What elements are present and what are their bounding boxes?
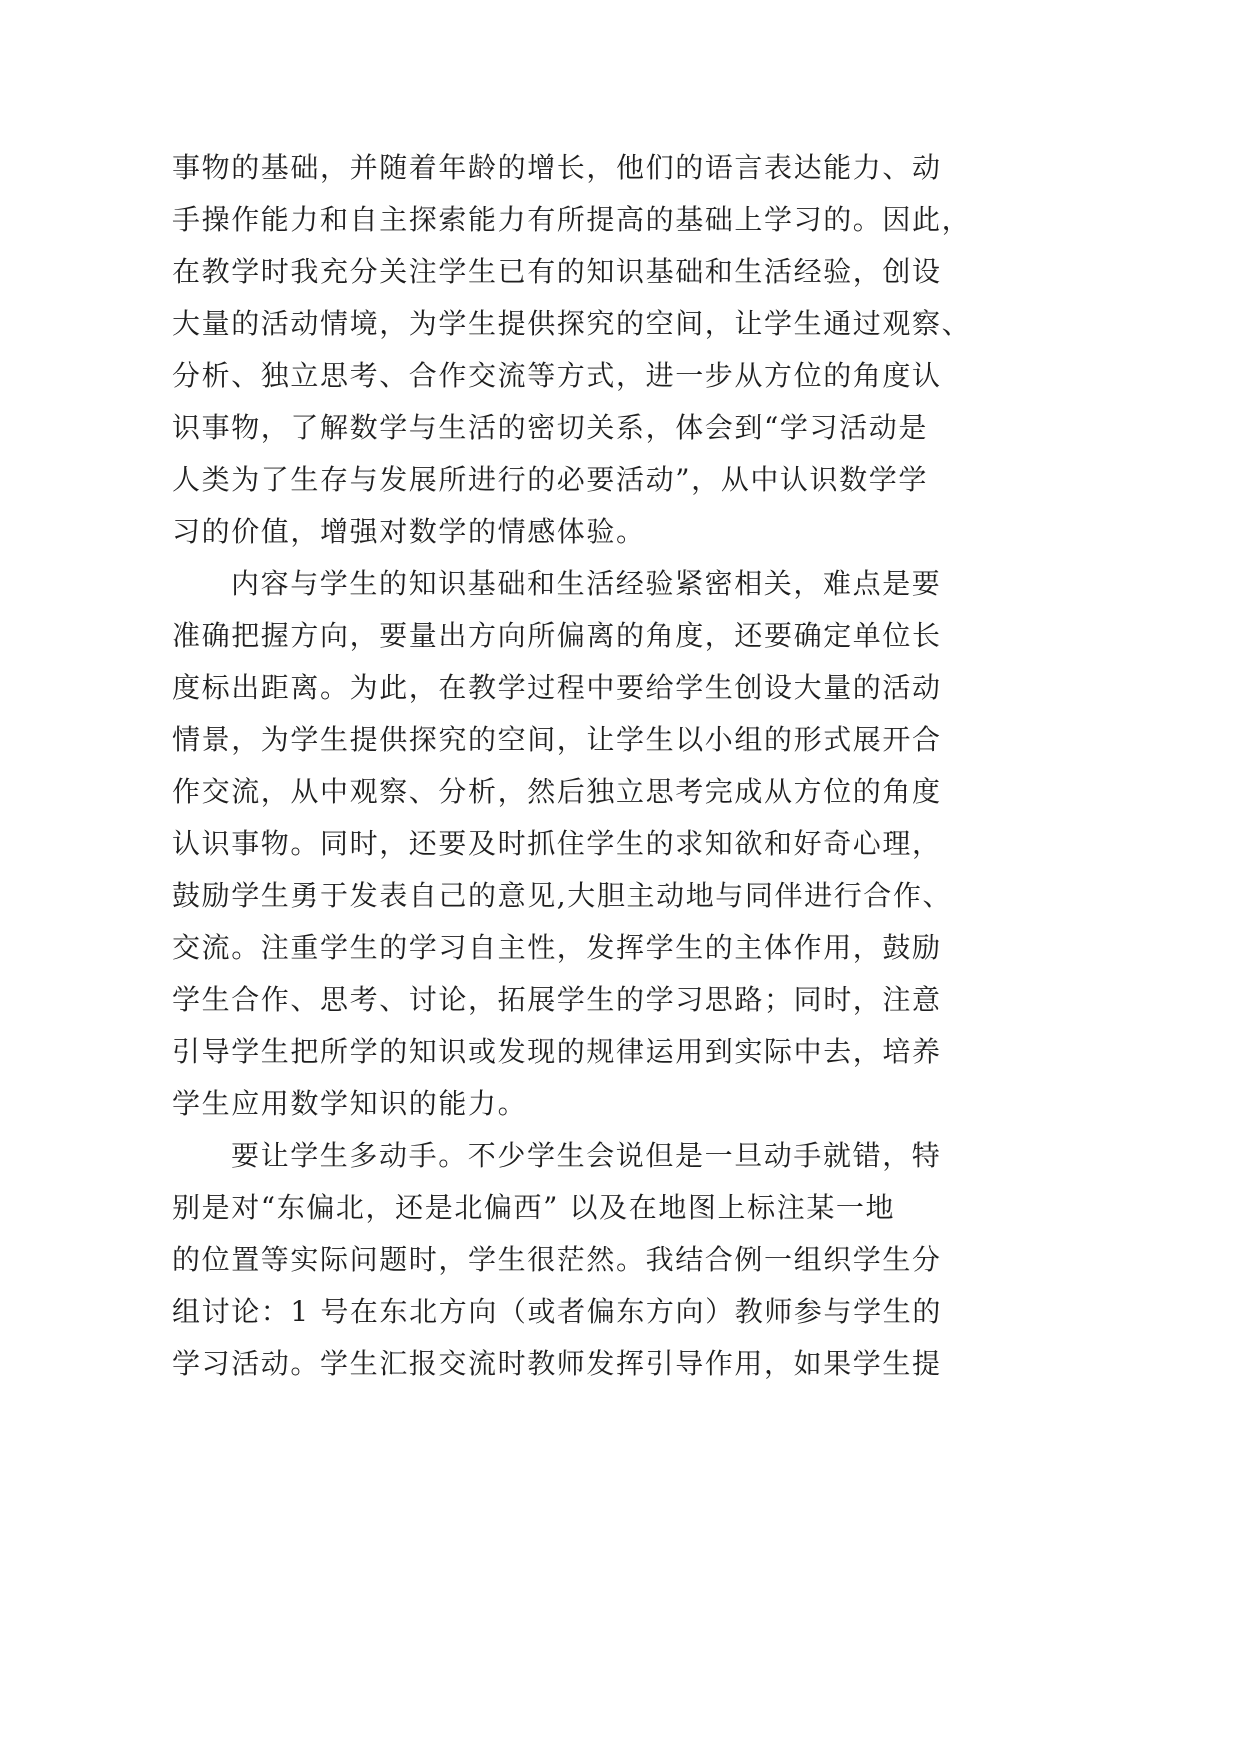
text-line: 学生合作、思考、讨论，拓展学生的学习思路；同时，注意 xyxy=(172,983,942,1016)
text-line: 的位置等实际问题时，学生很茫然。我结合例一组织学生分 xyxy=(172,1243,942,1276)
text-line: 情景，为学生提供探究的空间，让学生以小组的形式展开合 xyxy=(172,723,942,756)
text-line: 在教学时我充分关注学生已有的知识基础和生活经验，创设 xyxy=(172,255,942,288)
text-line: 人类为了生存与发展所进行的必要活动”，从中认识数学学 xyxy=(172,463,928,496)
text-line: 内容与学生的知识基础和生活经验紧密相关，难点是要 xyxy=(231,567,942,600)
text-line: 作交流，从中观察、分析，然后独立思考完成从方位的角度 xyxy=(172,775,942,808)
text-line: 准确把握方向，要量出方向所偏离的角度，还要确定单位长 xyxy=(172,619,942,652)
text-line: 习的价值，增强对数学的情感体验。 xyxy=(172,515,646,548)
text-line: 鼓励学生勇于发表自己的意见,大胆主动地与同伴进行合作、 xyxy=(172,879,953,912)
text-line: 组讨论：1 号在东北方向（或者偏东方向）教师参与学生的 xyxy=(172,1295,942,1328)
paragraph xyxy=(172,1130,992,1390)
text-line: 识事物，了解数学与生活的密切关系，体会到“学习活动是 xyxy=(172,411,928,444)
text-line: 大量的活动情境，为学生提供探究的空间，让学生通过观察、 xyxy=(172,307,972,340)
document-body xyxy=(172,142,992,1390)
text-line: 分析、独立思考、合作交流等方式，进一步从方位的角度认 xyxy=(172,359,942,392)
text-line: 要让学生多动手。不少学生会说但是一旦动手就错，特 xyxy=(231,1139,942,1172)
paragraph xyxy=(172,142,992,558)
text-line: 引导学生把所学的知识或发现的规律运用到实际中去，培养 xyxy=(172,1035,942,1068)
text-line: 度标出距离。为此，在教学过程中要给学生创设大量的活动 xyxy=(172,671,942,704)
text-line: 事物的基础，并随着年龄的增长，他们的语言表达能力、动 xyxy=(172,151,942,184)
text-line: 学习活动。学生汇报交流时教师发挥引导作用，如果学生提 xyxy=(172,1347,942,1380)
paragraph xyxy=(172,558,992,1130)
text-line: 交流。注重学生的学习自主性，发挥学生的主体作用，鼓励 xyxy=(172,931,942,964)
text-line: 手操作能力和自主探索能力有所提高的基础上学习的。因此， xyxy=(172,203,972,236)
text-line: 认识事物。同时，还要及时抓住学生的求知欲和好奇心理， xyxy=(172,827,942,860)
text-line: 学生应用数学知识的能力。 xyxy=(172,1087,528,1120)
text-line: 别是对“东偏北，还是北偏西” 以及在地图上标注某一地 xyxy=(172,1191,896,1224)
